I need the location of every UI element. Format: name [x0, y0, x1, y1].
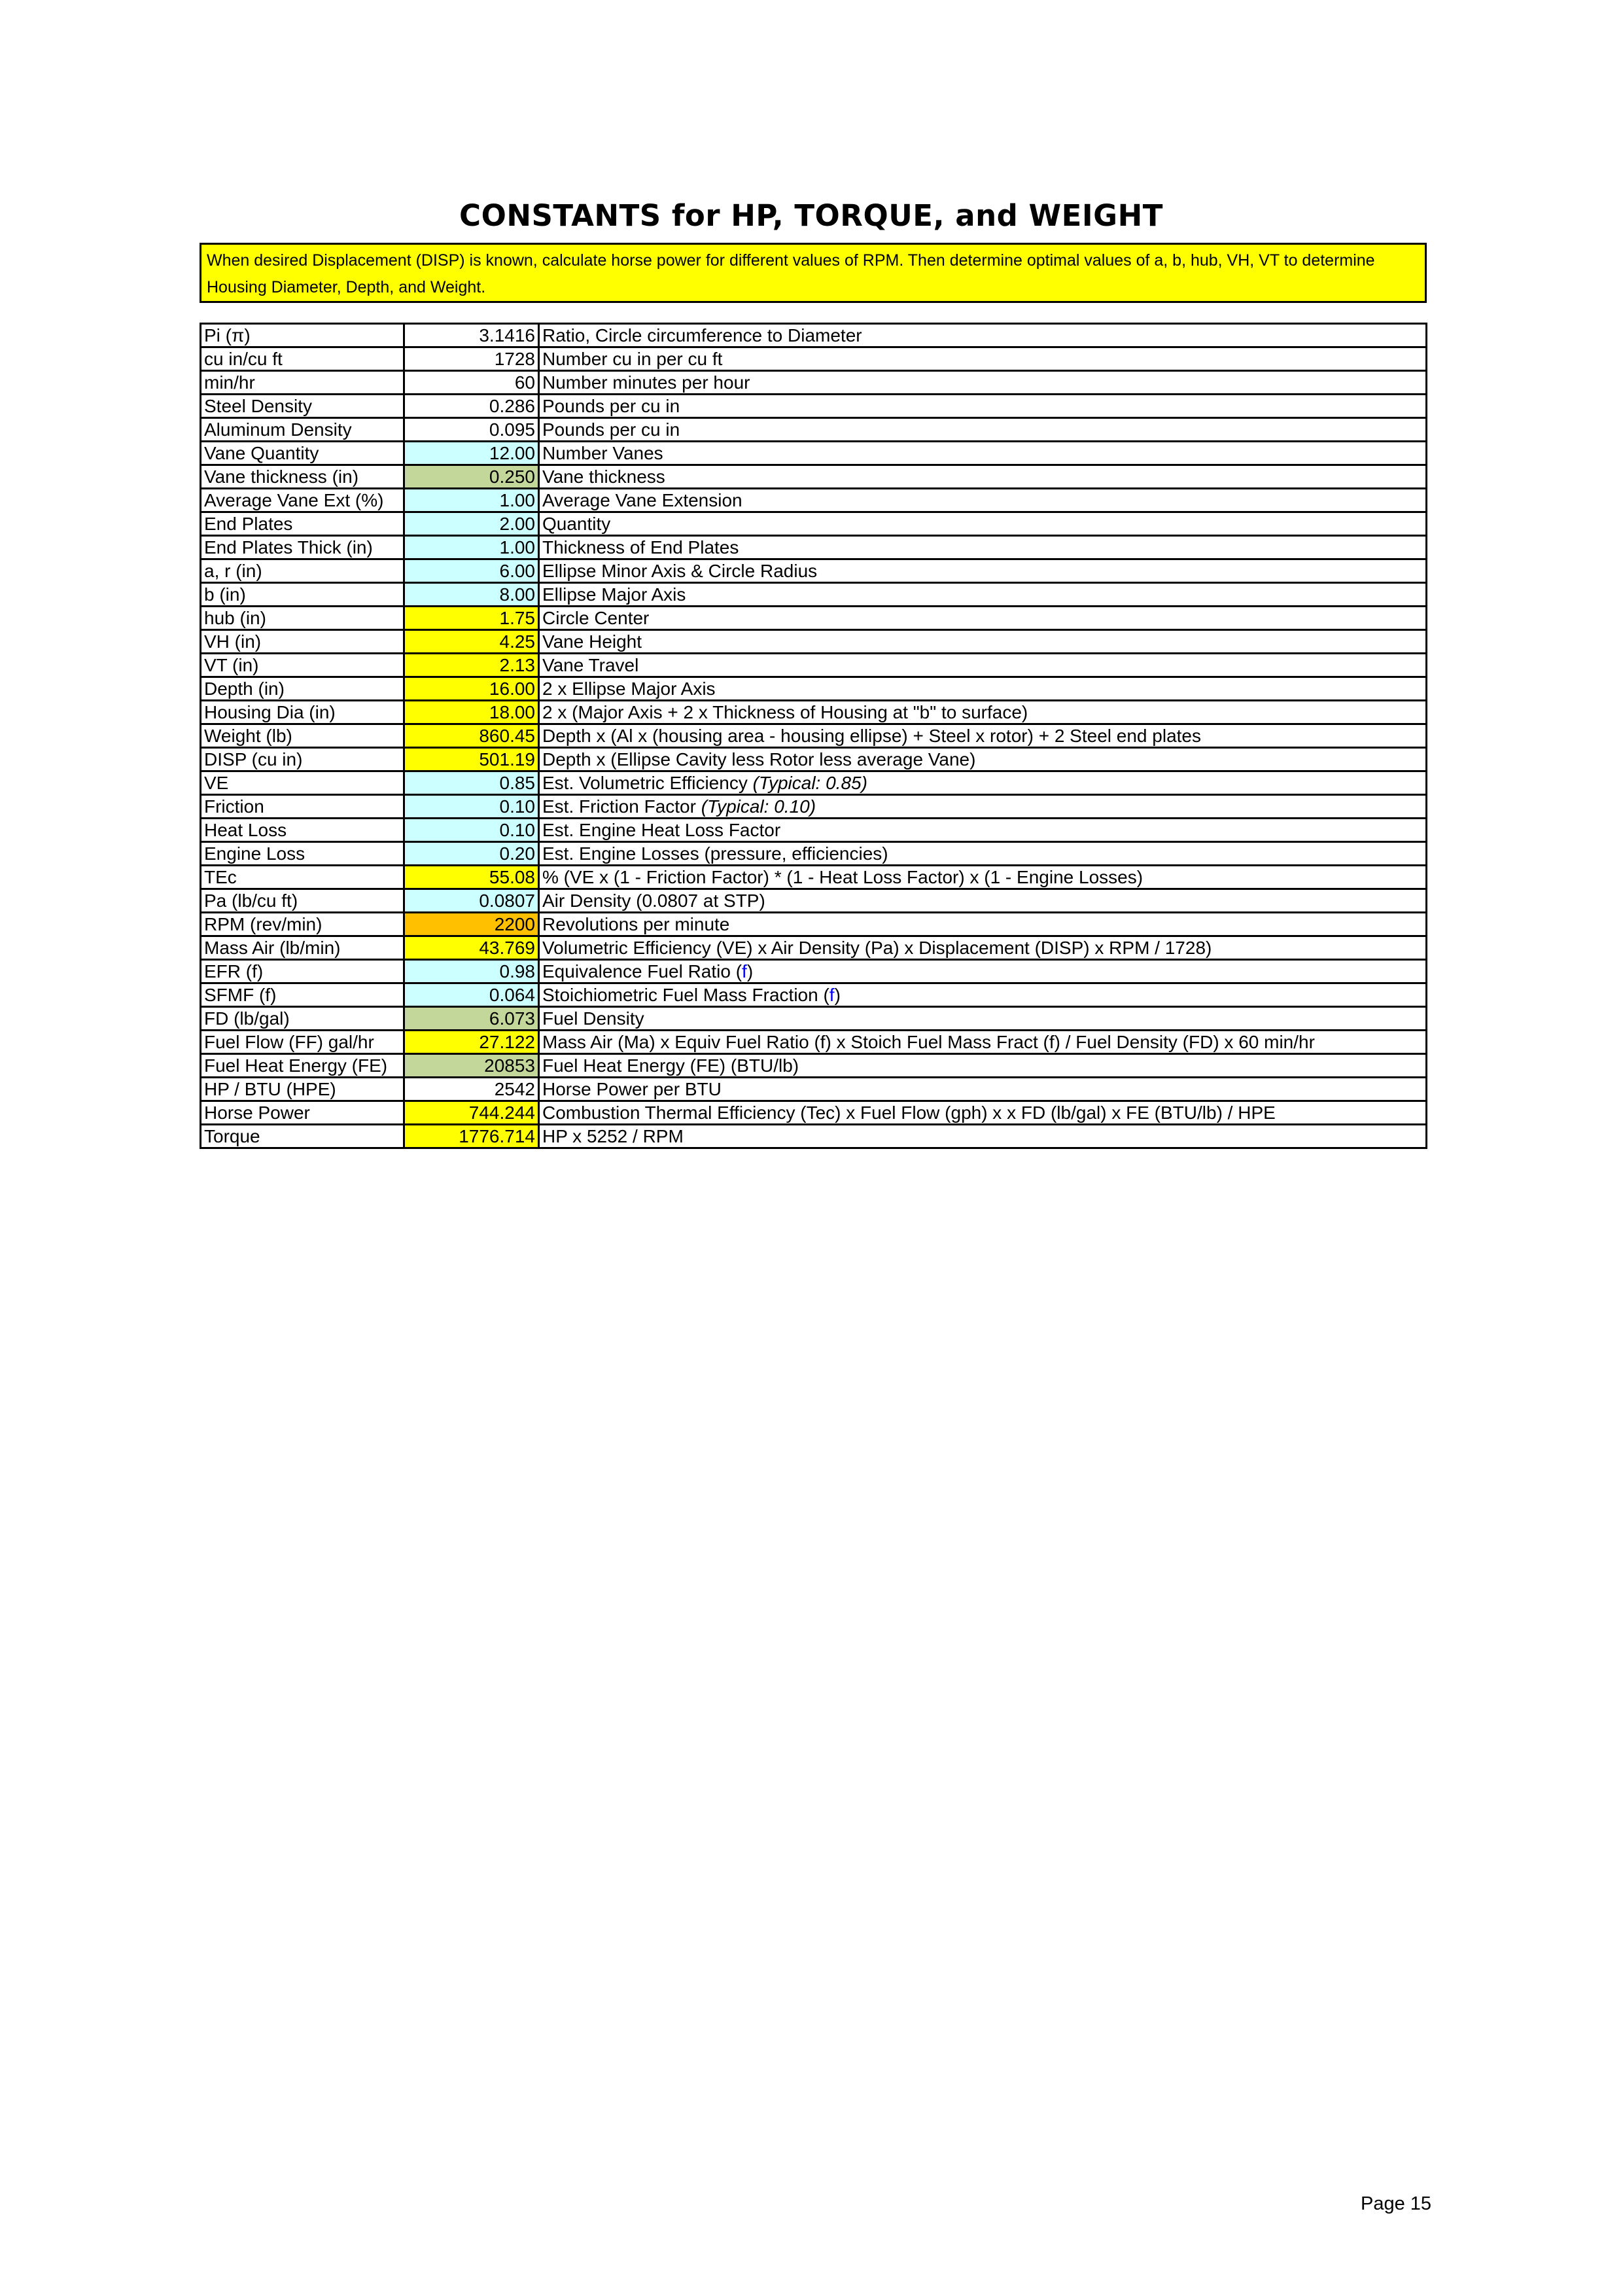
constant-name-cell: Weight (lb) [201, 724, 404, 748]
constant-name-cell: Fuel Heat Energy (FE) [201, 1054, 404, 1078]
description-text: Equivalence Fuel Ratio ( [542, 961, 742, 981]
table-row [201, 630, 1427, 654]
description-text: Thickness of End Plates [542, 537, 739, 557]
constant-value-cell: 4.25 [404, 630, 539, 654]
constant-name-cell: Engine Loss [201, 842, 404, 866]
description-text: Depth x (Ellipse Cavity less Rotor less average Vane) [542, 749, 976, 769]
table-row [201, 371, 1427, 395]
description-text: Pounds per cu in [542, 419, 680, 440]
constant-description-cell [539, 960, 1427, 983]
constant-description-cell [539, 1101, 1427, 1125]
description-text: Mass Air (Ma) x Equiv Fuel Ratio (f) x Stoich Fuel Mass Fract (f) / Fuel Density (FD) x 60 min/hr [542, 1032, 1315, 1052]
constant-value-cell: 2.13 [404, 654, 539, 677]
constant-description-cell [539, 1054, 1427, 1078]
constant-value-cell: 8.00 [404, 583, 539, 607]
table-row [201, 771, 1427, 795]
description-closing-text: ) [834, 985, 841, 1005]
description-text: Fuel Density [542, 1008, 644, 1029]
constant-value-cell: 0.250 [404, 465, 539, 489]
description-text: Combustion Thermal Efficiency (Tec) x Fuel Flow (gph) x x FD (lb/gal) x FE (BTU/lb) / HPE [542, 1103, 1276, 1123]
constant-value-cell: 860.45 [404, 724, 539, 748]
constant-name-cell: hub (in) [201, 607, 404, 630]
description-text: Ratio, Circle circumference to Diameter [542, 325, 862, 345]
constant-description-cell [539, 724, 1427, 748]
description-text: Est. Friction Factor [542, 796, 701, 817]
constant-description-cell [539, 489, 1427, 512]
constant-value-cell: 20853 [404, 1054, 539, 1078]
constant-name-cell: FD (lb/gal) [201, 1007, 404, 1031]
description-text: Average Vane Extension [542, 490, 742, 510]
table-row [201, 913, 1427, 936]
constant-description-cell [539, 795, 1427, 819]
description-text: Est. Engine Losses (pressure, efficiencies) [542, 843, 888, 864]
description-text: Ellipse Minor Axis & Circle Radius [542, 561, 818, 581]
constant-description-cell [539, 630, 1427, 654]
description-text: Vane Height [542, 631, 642, 652]
constant-name-cell: Housing Dia (in) [201, 701, 404, 724]
table-row [201, 512, 1427, 536]
constant-description-cell [539, 607, 1427, 630]
constants-table [200, 323, 1427, 1149]
constant-description-cell [539, 536, 1427, 559]
constant-name-cell: Horse Power [201, 1101, 404, 1125]
description-text: 2 x Ellipse Major Axis [542, 679, 716, 699]
description-closing-text: ) [746, 961, 754, 981]
constant-name-cell: End Plates [201, 512, 404, 536]
table-row [201, 842, 1427, 866]
constant-description-cell [539, 1078, 1427, 1101]
description-text: Est. Engine Heat Loss Factor [542, 820, 781, 840]
description-text: Number cu in per cu ft [542, 349, 723, 369]
description-text: Revolutions per minute [542, 914, 730, 934]
constant-description-cell [539, 559, 1427, 583]
description-typical-note: (Typical: 0.10) [701, 796, 816, 817]
table-row [201, 748, 1427, 771]
constant-value-cell: 6.00 [404, 559, 539, 583]
constant-description-cell [539, 418, 1427, 442]
description-text: % (VE x (1 - Friction Factor) * (1 - Heat Loss Factor) x (1 - Engine Losses) [542, 867, 1143, 887]
constants-table-body [201, 324, 1427, 1148]
constant-name-cell: Fuel Flow (FF) gal/hr [201, 1031, 404, 1054]
table-row [201, 1101, 1427, 1125]
constant-description-cell [539, 371, 1427, 395]
constant-value-cell: 0.10 [404, 819, 539, 842]
table-row [201, 1007, 1427, 1031]
table-row [201, 607, 1427, 630]
description-text: 2 x (Major Axis + 2 x Thickness of Housing at "b" to surface) [542, 702, 1028, 722]
constant-value-cell: 1728 [404, 347, 539, 371]
constant-description-cell [539, 771, 1427, 795]
constant-value-cell: 43.769 [404, 936, 539, 960]
table-row [201, 1031, 1427, 1054]
constant-description-cell [539, 889, 1427, 913]
table-row [201, 983, 1427, 1007]
constant-description-cell [539, 819, 1427, 842]
constant-value-cell: 0.064 [404, 983, 539, 1007]
constant-name-cell: a, r (in) [201, 559, 404, 583]
instruction-note: When desired Displacement (DISP) is known, calculate horse power for different values of RPM. Then determine optimal values of a, b, hub, VH, VT to determine Housing Diameter, Depth, and Weight. [200, 243, 1427, 303]
constant-value-cell: 744.244 [404, 1101, 539, 1125]
constant-name-cell: Torque [201, 1125, 404, 1148]
constant-name-cell: RPM (rev/min) [201, 913, 404, 936]
constant-value-cell: 0.10 [404, 795, 539, 819]
constant-name-cell: min/hr [201, 371, 404, 395]
constant-description-cell [539, 701, 1427, 724]
constant-value-cell: 2200 [404, 913, 539, 936]
table-row [201, 677, 1427, 701]
page-title: CONSTANTS for HP, TORQUE, and WEIGHT [459, 198, 1163, 233]
constant-description-cell [539, 748, 1427, 771]
table-row [201, 347, 1427, 371]
constant-value-cell: 0.286 [404, 395, 539, 418]
constant-value-cell: 1.00 [404, 489, 539, 512]
constant-name-cell: DISP (cu in) [201, 748, 404, 771]
constant-name-cell: Heat Loss [201, 819, 404, 842]
constant-name-cell: Vane Quantity [201, 442, 404, 465]
constant-value-cell: 1.75 [404, 607, 539, 630]
constant-value-cell: 0.85 [404, 771, 539, 795]
constant-value-cell: 2.00 [404, 512, 539, 536]
constant-name-cell: VH (in) [201, 630, 404, 654]
constant-name-cell: Pa (lb/cu ft) [201, 889, 404, 913]
description-variable-symbol: f [829, 985, 835, 1005]
table-row [201, 583, 1427, 607]
description-text: Vane thickness [542, 467, 665, 487]
constant-name-cell: Mass Air (lb/min) [201, 936, 404, 960]
description-text: Vane Travel [542, 655, 639, 675]
constant-description-cell [539, 1125, 1427, 1148]
table-row [201, 889, 1427, 913]
constant-name-cell: SFMF (f) [201, 983, 404, 1007]
constant-value-cell: 12.00 [404, 442, 539, 465]
description-text: Circle Center [542, 608, 650, 628]
constant-description-cell [539, 1031, 1427, 1054]
constant-description-cell [539, 583, 1427, 607]
description-text: Number Vanes [542, 443, 663, 463]
description-text: Fuel Heat Energy (FE) (BTU/lb) [542, 1055, 799, 1076]
constant-value-cell: 0.98 [404, 960, 539, 983]
constant-value-cell: 2542 [404, 1078, 539, 1101]
constant-description-cell [539, 347, 1427, 371]
constant-description-cell [539, 465, 1427, 489]
table-row [201, 960, 1427, 983]
constant-description-cell [539, 654, 1427, 677]
table-row [201, 654, 1427, 677]
table-row [201, 1078, 1427, 1101]
constant-description-cell [539, 936, 1427, 960]
constant-value-cell: 3.1416 [404, 324, 539, 347]
description-text: Ellipse Major Axis [542, 584, 686, 605]
constant-description-cell [539, 983, 1427, 1007]
constant-name-cell: End Plates Thick (in) [201, 536, 404, 559]
table-row [201, 936, 1427, 960]
table-row [201, 442, 1427, 465]
constant-description-cell [539, 512, 1427, 536]
description-text: Depth x (Al x (housing area - housing ellipse) + Steel x rotor) + 2 Steel end plates [542, 726, 1201, 746]
constant-name-cell: Average Vane Ext (%) [201, 489, 404, 512]
constant-description-cell [539, 324, 1427, 347]
table-row [201, 559, 1427, 583]
description-text: Quantity [542, 514, 611, 534]
table-row [201, 465, 1427, 489]
table-row [201, 866, 1427, 889]
constant-description-cell [539, 913, 1427, 936]
constant-value-cell: 27.122 [404, 1031, 539, 1054]
constant-name-cell: Friction [201, 795, 404, 819]
constant-value-cell: 6.073 [404, 1007, 539, 1031]
table-row [201, 489, 1427, 512]
table-row [201, 701, 1427, 724]
constant-value-cell: 55.08 [404, 866, 539, 889]
constant-name-cell: Pi (π) [201, 324, 404, 347]
constant-name-cell: cu in/cu ft [201, 347, 404, 371]
table-row [201, 536, 1427, 559]
page-number: Page 15 [1361, 2193, 1432, 2214]
constant-name-cell: Vane thickness (in) [201, 465, 404, 489]
constant-description-cell [539, 842, 1427, 866]
constant-value-cell: 16.00 [404, 677, 539, 701]
table-row [201, 395, 1427, 418]
constant-name-cell: Depth (in) [201, 677, 404, 701]
description-text: Horse Power per BTU [542, 1079, 722, 1099]
description-typical-note: (Typical: 0.85) [752, 773, 867, 793]
constant-name-cell: Aluminum Density [201, 418, 404, 442]
constant-value-cell: 0.0807 [404, 889, 539, 913]
description-text: Number minutes per hour [542, 372, 750, 393]
constant-value-cell: 1.00 [404, 536, 539, 559]
constant-value-cell: 18.00 [404, 701, 539, 724]
constant-description-cell [539, 395, 1427, 418]
description-text: HP x 5252 / RPM [542, 1126, 684, 1146]
constant-value-cell: 1776.714 [404, 1125, 539, 1148]
constant-name-cell: VT (in) [201, 654, 404, 677]
description-text: Pounds per cu in [542, 396, 680, 416]
constant-name-cell: EFR (f) [201, 960, 404, 983]
description-text: Stoichiometric Fuel Mass Fraction ( [542, 985, 829, 1005]
description-text: Est. Volumetric Efficiency [542, 773, 753, 793]
table-row [201, 418, 1427, 442]
constant-value-cell: 60 [404, 371, 539, 395]
constant-value-cell: 0.095 [404, 418, 539, 442]
constant-description-cell [539, 442, 1427, 465]
constant-description-cell [539, 677, 1427, 701]
table-row [201, 1054, 1427, 1078]
description-text: Volumetric Efficiency (VE) x Air Density (Pa) x Displacement (DISP) x RPM / 1728) [542, 938, 1212, 958]
table-row [201, 724, 1427, 748]
table-row [201, 1125, 1427, 1148]
constant-value-cell: 0.20 [404, 842, 539, 866]
constant-description-cell [539, 1007, 1427, 1031]
description-text: Air Density (0.0807 at STP) [542, 891, 765, 911]
table-row [201, 795, 1427, 819]
constant-description-cell [539, 866, 1427, 889]
description-variable-symbol: f [742, 961, 747, 981]
constant-name-cell: Steel Density [201, 395, 404, 418]
constant-name-cell: VE [201, 771, 404, 795]
table-row [201, 324, 1427, 347]
constant-name-cell: TEc [201, 866, 404, 889]
table-row [201, 819, 1427, 842]
constant-name-cell: b (in) [201, 583, 404, 607]
constant-value-cell: 501.19 [404, 748, 539, 771]
constant-name-cell: HP / BTU (HPE) [201, 1078, 404, 1101]
